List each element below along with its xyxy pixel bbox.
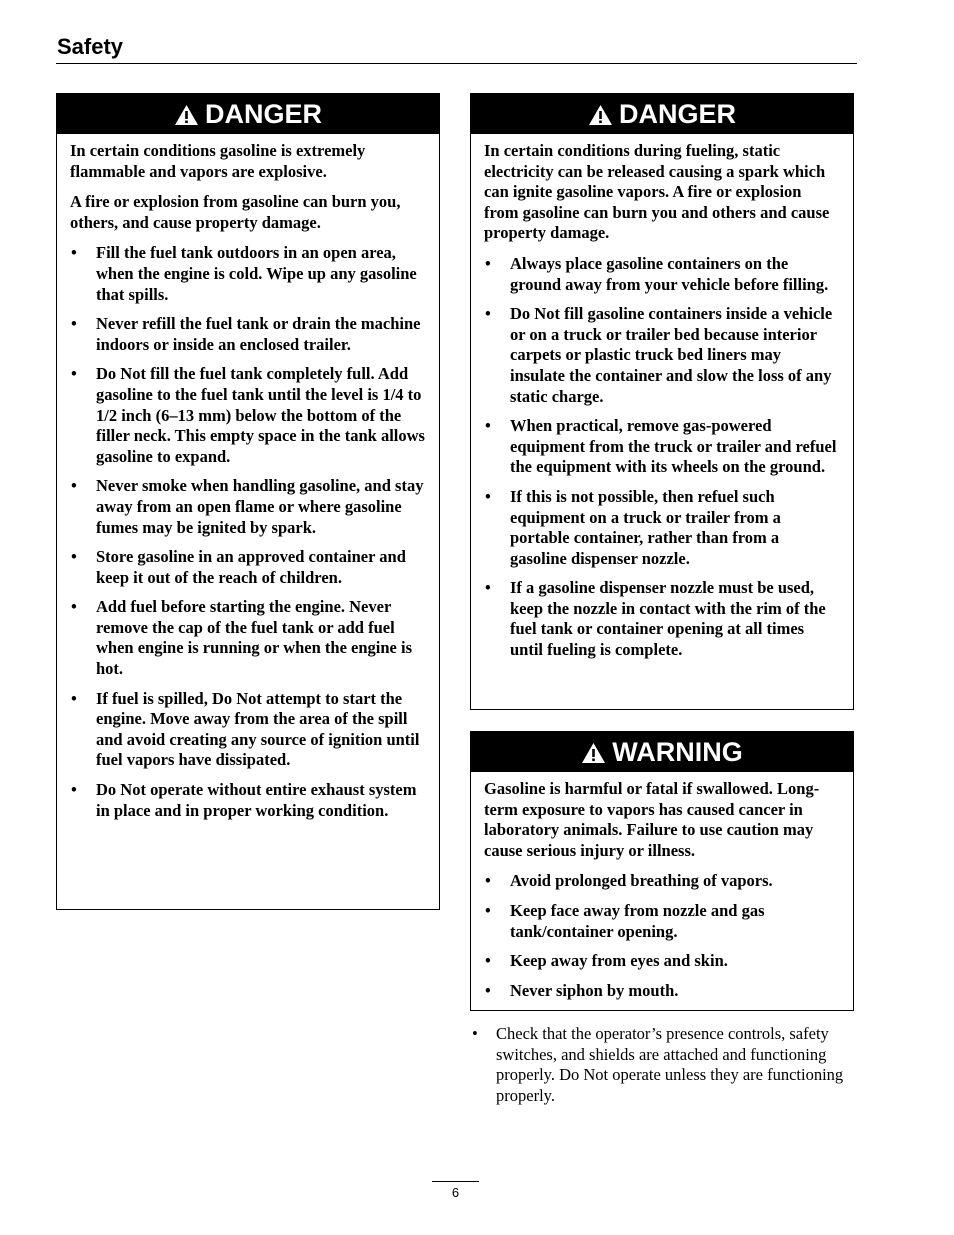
danger-box-body xyxy=(471,134,853,676)
danger-box-header xyxy=(471,94,853,134)
page-number: 6 xyxy=(451,1185,460,1200)
title-divider xyxy=(56,63,857,64)
danger-paragraph: A fire or explosion from gasoline can burn you, others, and cause property damage. xyxy=(70,192,401,232)
danger-list xyxy=(484,254,840,661)
list-item: • Never siphon by mouth. xyxy=(484,981,840,1002)
danger-paragraph: In certain conditions during fueling, static electricity can be released causing a spark which can ignite gasoline vapors. A fire or explosion from gasoline can burn you and others and cause property damage. xyxy=(484,141,830,243)
list-item: • If fuel is spilled, Do Not attempt to start the engine. Move away from the area of the spill and avoid creating any source of ignition until fuel vapors have dissipated. xyxy=(70,689,426,771)
list-item: • Do Not fill the fuel tank completely full. Add gasoline to the fuel tank until the level is 1/4 to 1/2 inch (6–13 mm) below the bottom of the filler neck. This empty space in the tank allows gasoline to expand. xyxy=(70,364,426,467)
danger-heading: DANGER xyxy=(618,98,736,129)
list-item: • Never smoke when handling gasoline, and stay away from an open flame or where gasoline fumes may be ignited by spark. xyxy=(70,476,426,538)
warning-paragraph: Gasoline is harmful or fatal if swallowed. Long-term exposure to vapors has caused cancer in laboratory animals. Failure to use caution may cause serious injury or illness. xyxy=(484,779,820,860)
danger-box-body xyxy=(57,134,439,836)
warning-box-header xyxy=(471,732,853,772)
list-item: • Add fuel before starting the engine. Never remove the cap of the fuel tank or add fuel when engine is running or when the engine is hot. xyxy=(70,597,426,679)
danger-box-header xyxy=(57,94,439,134)
list-item: • Do Not fill gasoline containers inside a vehicle or on a truck or trailer bed because interior carpets or plastic truck bed liners may insulate the container and slow the loss of any static charge. xyxy=(484,304,840,407)
list-item: • Keep face away from nozzle and gas tank/container opening. xyxy=(484,901,840,942)
warning-box xyxy=(470,731,854,1011)
page-title: Safety xyxy=(57,34,124,59)
list-item: • If a gasoline dispenser nozzle must be used, keep the nozzle in contact with the rim of the fuel tank or container opening at all times until fueling is complete. xyxy=(484,578,840,660)
warning-list xyxy=(484,871,840,1001)
list-item: • Check that the operator’s presence controls, safety switches, and shields are attached and functioning properly. Do Not operate unless they are functioning properly. xyxy=(470,1024,860,1106)
body-list xyxy=(470,1024,860,1106)
warning-triangle-icon xyxy=(174,104,199,126)
footer-divider xyxy=(432,1181,479,1182)
list-item: • Fill the fuel tank outdoors in an open area, when the engine is cold. Wipe up any gasoline that spills. xyxy=(70,243,426,305)
list-item: • Keep away from eyes and skin. xyxy=(484,951,840,972)
list-item: • Store gasoline in an approved container and keep it out of the reach of children. xyxy=(70,547,426,588)
warning-heading: WARNING xyxy=(612,736,743,767)
list-item: • Always place gasoline containers on the ground away from your vehicle before filling. xyxy=(484,254,840,295)
danger-box-fueling xyxy=(56,93,440,910)
warning-triangle-icon xyxy=(581,742,606,764)
list-item: • Avoid prolonged breathing of vapors. xyxy=(484,871,840,892)
danger-paragraph: In certain conditions gasoline is extremely flammable and vapors are explosive. xyxy=(70,141,366,181)
list-item: • Never refill the fuel tank or drain the machine indoors or inside an enclosed trailer. xyxy=(70,314,426,355)
list-item: • When practical, remove gas-powered equipment from the truck or trailer and refuel the equipment with its wheels on the ground. xyxy=(484,416,840,478)
danger-heading: DANGER xyxy=(204,98,322,129)
danger-box-static xyxy=(470,93,854,710)
list-item: • If this is not possible, then refuel such equipment on a truck or trailer from a portable container, rather than from a gasoline dispenser nozzle. xyxy=(484,487,840,569)
warning-triangle-icon xyxy=(588,104,613,126)
warning-box-body xyxy=(471,772,853,1016)
list-item: • Do Not operate without entire exhaust system in place and in proper working condition. xyxy=(70,780,426,821)
danger-list xyxy=(70,243,426,821)
